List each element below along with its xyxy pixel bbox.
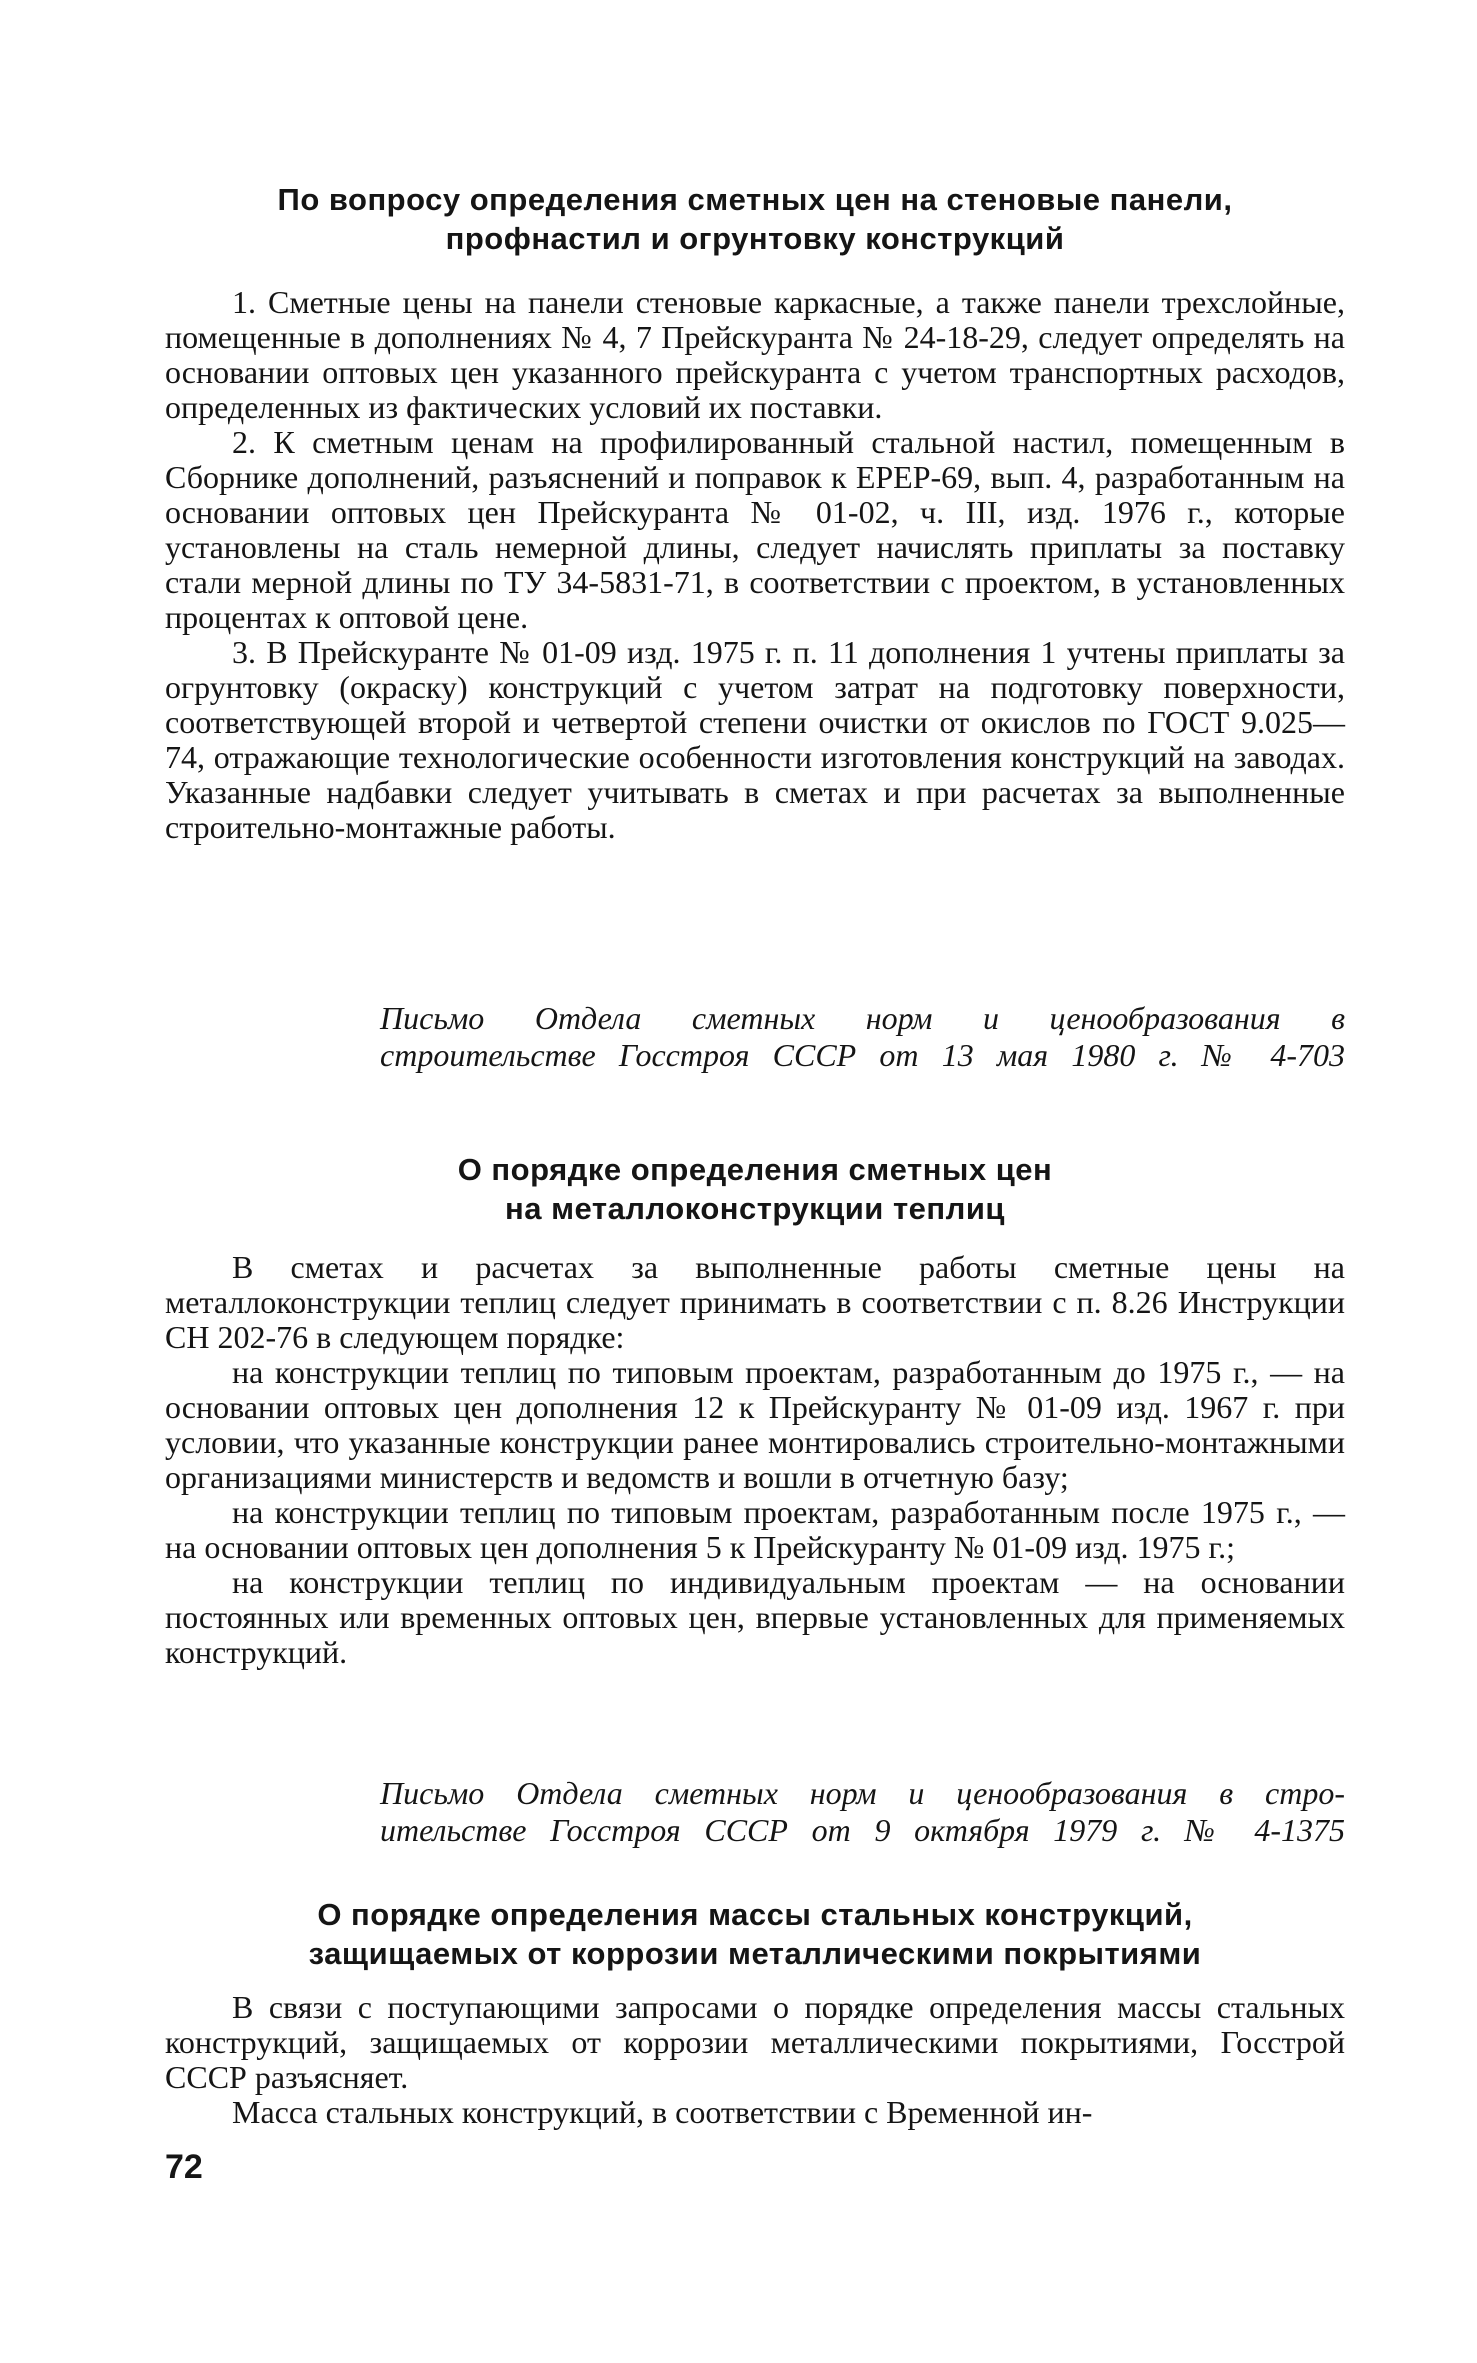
- letter-reference: [380, 1000, 1345, 1074]
- paragraph: В сметах и расчетах за выполненные работы сметные цены на металлоконструкции теплиц следует принимать в соответствии с п. 8.26 Инструкции СН 202-76 в следующем порядке:: [165, 1249, 1345, 1355]
- section-title-line: защищаемых от коррозии металлическими покрытиями: [308, 1936, 1202, 1971]
- letter-reference-line: строительстве Госстроя СССР от 13 мая 1980 г. № 4-703: [380, 1037, 1345, 1073]
- section-body: [165, 1250, 1345, 1670]
- letter-reference-line: Письмо Отдела сметных норм и ценообразования в стро-: [380, 1775, 1345, 1811]
- section-body: [165, 1990, 1345, 2130]
- paragraph: 3. В Прейскуранте № 01-09 изд. 1975 г. п. 11 дополнения 1 учтены приплаты за огрунтовку (окраску) конструкций с учетом затрат на подготовку поверхности, соответствующей второй и четвертой степени очистки от окислов по ГОСТ 9.025—74, отражающие технологические особенности изготовления конструкций на заводах. Указанные надбавки следует учитывать в сметах и при расчетах за выполненные строительно-монтажные работы.: [165, 634, 1345, 845]
- section-title: [165, 1150, 1345, 1228]
- paragraph: на конструкции теплиц по индивидуальным проектам — на основании постоянных или временных оптовых цен, впервые установленных для применяемых конструкций.: [165, 1564, 1345, 1670]
- page-number: 72: [165, 2148, 203, 2186]
- letter-reference: [380, 1775, 1345, 1849]
- letter-reference-line: Письмо Отдела сметных норм и ценообразования в: [380, 1000, 1345, 1036]
- section-title-line: на металлоконструкции теплиц: [505, 1191, 1005, 1226]
- section-body: [165, 285, 1345, 845]
- section-title-line: О порядке определения массы стальных конструкций,: [317, 1897, 1193, 1932]
- document-page: [165, 0, 1345, 2363]
- letter-reference-line: ительстве Госстроя СССР от 9 октября 1979 г. № 4-1375: [380, 1812, 1345, 1848]
- section-title: [165, 1895, 1345, 1973]
- paragraph: Масса стальных конструкций, в соответствии с Временной ин-: [232, 2094, 1093, 2130]
- paragraph: 1. Сметные цены на панели стеновые каркасные, а также панели трехслойные, помещенные в дополнениях № 4, 7 Прейскуранта № 24-18-29, следует определять на основании оптовых цен указанного прейскуранта с учетом транспортных расходов, определенных из фактических условий их поставки.: [165, 284, 1345, 425]
- paragraph: В связи с поступающими запросами о порядке определения массы стальных конструкций, защищаемых от коррозии металлическими покрытиями, Госстрой СССР разъясняет.: [165, 1989, 1345, 2095]
- paragraph: 2. К сметным ценам на профилированный стальной настил, помещенным в Сборнике дополнений, разъяснений и поправок к ЕРЕР-69, вып. 4, разработанным на основании оптовых цен Прейскуранта № 01-02, ч. III, изд. 1976 г., которые установлены на сталь немерной длины, следует начислять приплаты за поставку стали мерной длины по ТУ 34-5831-71, в соответствии с проектом, в установленных процентах к оптовой цене.: [165, 424, 1345, 635]
- section-title: [165, 180, 1345, 258]
- paragraph: на конструкции теплиц по типовым проектам, разработанным до 1975 г., — на основании оптовых цен дополнения 12 к Прейскуранту № 01-09 изд. 1967 г. при условии, что указанные конструкции ранее монтировались строительно-монтажными организациями министерств и ведомств и вошли в отчетную базу;: [165, 1354, 1345, 1495]
- paragraph: на конструкции теплиц по типовым проектам, разработанным после 1975 г., — на основании оптовых цен дополнения 5 к Прейскуранту № 01-09 изд. 1975 г.;: [165, 1494, 1345, 1565]
- section-title-line: профнастил и огрунтовку конструкций: [445, 221, 1065, 256]
- section-title-line: По вопросу определения сметных цен на стеновые панели,: [277, 182, 1233, 217]
- section-title-line: О порядке определения сметных цен: [457, 1152, 1053, 1187]
